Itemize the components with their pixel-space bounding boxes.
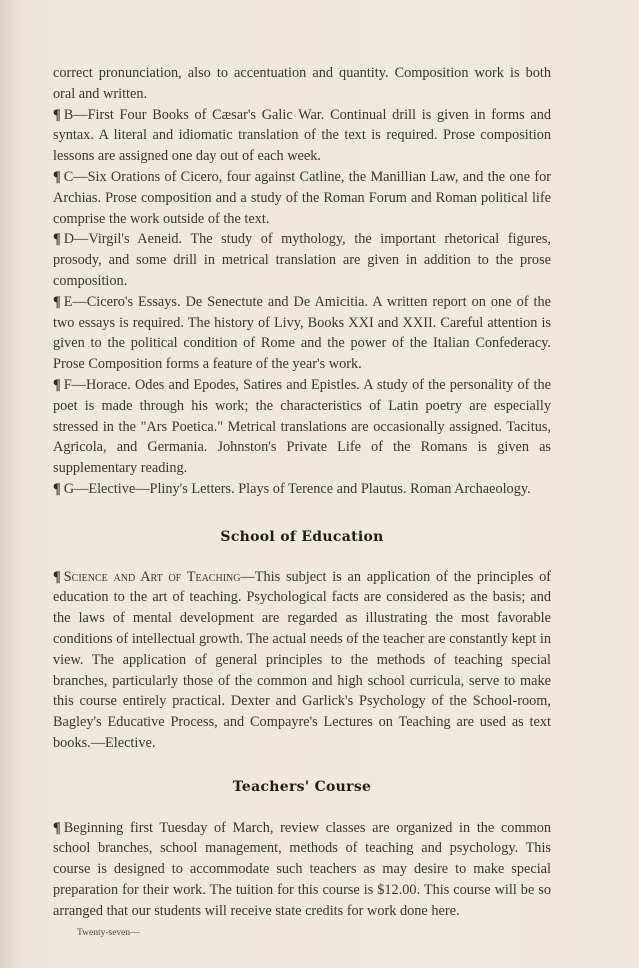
latin-item-text: E—Cicero's Essays. De Senectute and De Amicitia. A written report on one of the two essays is required. The history of Livy, Books XXI and XXII. Careful attention is given to the political condition of Rome and the power of the Italian Confederacy. Prose Composition forms a feature of the year's work.: [53, 293, 551, 373]
pilcrow-icon: ¶: [53, 376, 61, 393]
teachers-paragraph: [53, 818, 551, 922]
teachers-text: Beginning first Tuesday of March, review classes are organized in the common school branches, school management, methods of teaching and psychology. This course is designed to accommodate such teachers as may desire to make special preparation for their work. The tuition for this course is $12.00. This course will be so arranged that our students will receive state credits for work done here.: [53, 819, 551, 919]
latin-item-text: C—Six Orations of Cicero, four against Catline, the Manillian Law, and the one for Archias. Prose composition and a study of the Roman Forum and Roman political life comprise the work outside of the text.: [53, 168, 551, 227]
latin-item-f: [53, 375, 551, 479]
page-number-folio: Twenty-seven—: [77, 928, 140, 939]
intro-paragraph: correct pronunciation, also to accentuation and quantity. Composition work is both oral and written.: [53, 65, 551, 102]
pilcrow-icon: ¶: [53, 293, 61, 310]
pilcrow-icon: ¶: [53, 480, 61, 497]
education-course-title: Science and Art of Teaching: [63, 568, 241, 585]
pilcrow-icon: ¶: [53, 168, 61, 185]
latin-item-text: B—First Four Books of Cæsar's Galic War. Continual drill is given in forms and syntax. A literal and idiomatic translation of the text is required. Prose composition lessons are assigned one day out of each week.: [53, 106, 551, 165]
document-page: [53, 63, 551, 939]
section-heading-teachers-course: Teachers' Course: [232, 778, 372, 795]
latin-item-text: F—Horace. Odes and Epodes, Satires and Epistles. A study of the personality of the poet is made through his work; the characteristics of Latin poetry are especially stressed in the "Ars Poetica." Metrical translations are occasionally assigned. Tacitus, Agricola, and Germania. Johnston's Private Life of the Romans is given as supplementary reading.: [53, 376, 551, 477]
latin-item-e: [53, 292, 551, 375]
latin-item-c: [53, 167, 551, 229]
education-text: —This subject is an application of the principles of education to the art of teaching. Psychological facts are considered as the basis; and the laws of mental development are regarded as illustrating the most favorable conditions of intellectual growth. The actual needs of the teacher are constantly kept in view. The application of general principles to the methods of teaching special branches, particularly those of the common and high school curricula, serve to make this course entirely practical. Dexter and Garlick's Psychology of the School-room, Bagley's Educative Process, and Compayre's Lectures on Teaching are used as text books.—Elective.: [53, 568, 551, 751]
latin-item-text: D—Virgil's Aeneid. The study of mythology, the important rhetorical figures, prosody, and some drill in metrical translation are given in addition to the prose composition.: [53, 231, 551, 289]
latin-item-text: G—Elective—Pliny's Letters. Plays of Terence and Plautus. Roman Archaeology.: [63, 480, 531, 497]
latin-item-d: [53, 229, 551, 291]
pilcrow-icon: ¶: [53, 568, 61, 585]
pilcrow-icon: ¶: [53, 231, 61, 248]
latin-item-g: [53, 479, 551, 500]
pilcrow-icon: ¶: [53, 819, 61, 836]
pilcrow-icon: ¶: [53, 106, 61, 123]
latin-item-b: [53, 105, 551, 167]
section-heading-school-of-education: School of Education: [220, 528, 384, 545]
education-paragraph: [53, 567, 551, 754]
